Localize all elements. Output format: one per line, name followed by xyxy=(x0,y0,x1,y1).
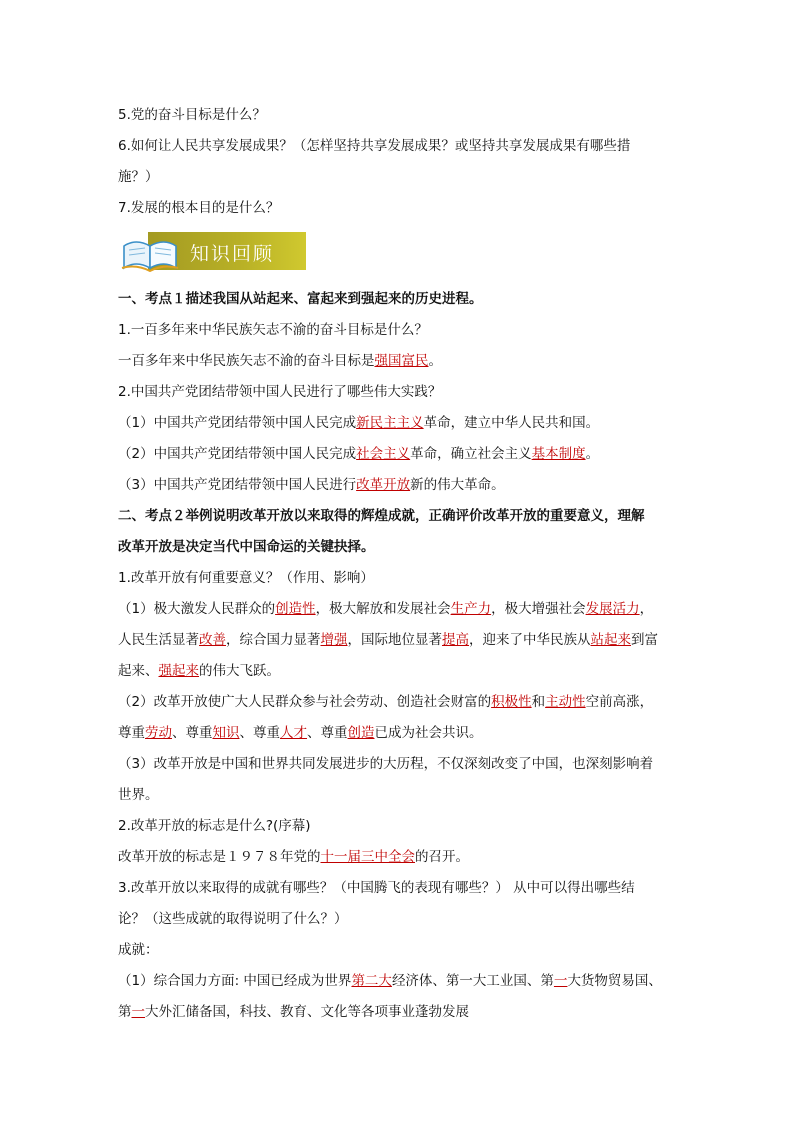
question-6-cont: 施？） xyxy=(118,169,159,185)
text-run: （1）极大激发人民群众的 xyxy=(118,601,276,617)
text-run: 、尊重 xyxy=(172,725,213,741)
achievements-label: 成就： xyxy=(118,942,159,958)
text-run: 、尊重 xyxy=(307,725,348,741)
question-6: 6.如何让人民共享发展成果？（怎样坚持共享发展成果？或坚持共享发展成果有哪些措 xyxy=(118,138,631,154)
section2-s2 xyxy=(118,625,678,656)
section2-q1: 1.改革开放有何重要意义？（作用、影响） xyxy=(118,570,374,586)
text-run: ，极大增强社会 xyxy=(491,601,586,617)
key-term: 劳动 xyxy=(145,725,172,741)
section2-q2: 2.改革开放的标志是什么?(序幕) xyxy=(118,818,311,834)
section2-heading-line2: 改革开放是决定当代中国命运的关键抉择。 xyxy=(118,539,375,555)
text-run: （2）改革开放使广大人民群众参与社会劳动、创造社会财富的 xyxy=(118,694,492,710)
key-term: 增强 xyxy=(320,632,348,648)
text-run: 已成为社会共识。 xyxy=(374,725,483,741)
question-7: 7.发展的根本目的是什么？ xyxy=(118,200,280,216)
question-5: 5.党的奋斗目标是什么？ xyxy=(118,107,266,123)
text-run: （1）综合国力方面: 中国已经成为世界 xyxy=(118,973,352,989)
text-run: 大外汇储备国，科技、教育、文化等各项事业蓬勃发展 xyxy=(145,1004,469,1020)
banner-title: 知识回顾 xyxy=(190,243,275,265)
text-run: 第 xyxy=(118,1004,132,1020)
text-run: 起来、 xyxy=(118,663,159,679)
section2-heading-line1: 二、考点２举例说明改革开放以来取得的辉煌成就，正确评价改革开放的重要意义，理解 xyxy=(118,508,645,524)
section1-p1: （1）中国共产党团结带领中国人民完成新民主主义革命，建立中华人民共和国。 xyxy=(118,415,600,431)
section1-p3: （3）中国共产党团结带领中国人民进行改革开放新的伟大革命。 xyxy=(118,477,505,493)
document-page xyxy=(118,100,678,1028)
key-term: 改革开放 xyxy=(356,477,411,493)
knowledge-review-banner xyxy=(120,230,306,274)
key-term: 积极性 xyxy=(491,694,532,710)
section2-s1 xyxy=(118,594,678,625)
section2-q3-line1: 3.改革开放以来取得的成就有哪些？（中国腾飞的表现有哪些？） 从中可以得出哪些结 xyxy=(118,880,635,896)
key-term: 强国富民 xyxy=(374,353,429,369)
section1-heading: 一、考点１描述我国从站起来、富起来到强起来的历史进程。 xyxy=(118,291,483,307)
text-run: ， xyxy=(639,601,654,617)
text-run: ，极大解放和发展社会 xyxy=(315,601,451,617)
key-term: 人才 xyxy=(280,725,307,741)
key-term: 第二大 xyxy=(351,973,392,989)
key-term: 改善 xyxy=(199,632,226,648)
key-term: 强起来 xyxy=(158,663,199,679)
text-run: 、尊重 xyxy=(239,725,280,741)
section1-q2: 2.中国共产党团结带领中国人民进行了哪些伟大实践？ xyxy=(118,384,442,400)
text-run: 大货物贸易国、 xyxy=(567,973,662,989)
text-run: 到富 xyxy=(631,632,658,648)
text-run: 和 xyxy=(531,694,546,710)
achievement-c1 xyxy=(118,966,678,997)
key-term: 创造性 xyxy=(275,601,316,617)
key-term: 一 xyxy=(553,973,568,989)
key-term: 基本制度 xyxy=(531,446,586,462)
text-run: ，综合国力显著 xyxy=(226,632,321,648)
key-term: 知识 xyxy=(212,725,240,741)
key-term: 创造 xyxy=(347,725,375,741)
open-book-icon xyxy=(120,234,180,272)
achievement-c2 xyxy=(118,997,678,1028)
key-term: 社会主义 xyxy=(356,446,411,462)
text-run: 经济体、第一大工业国、第 xyxy=(391,973,554,989)
key-term: 发展活力 xyxy=(585,601,640,617)
key-term: 提高 xyxy=(442,632,469,648)
key-term: 主动性 xyxy=(545,694,586,710)
section1-a1: 一百多年来中华民族矢志不渝的奋斗目标是强国富民。 xyxy=(118,353,442,369)
text-run: ，国际地位显著 xyxy=(347,632,442,648)
text-run: 人民生活显著 xyxy=(118,632,199,648)
section2-q3-line2: 论？（这些成就的取得说明了什么？） xyxy=(118,911,348,927)
section2-s7: 世界。 xyxy=(118,787,159,803)
key-term: 站起来 xyxy=(590,632,631,648)
key-term: 一 xyxy=(131,1004,145,1020)
section2-s3 xyxy=(118,656,678,687)
text-run: 的伟大飞跃。 xyxy=(199,663,280,679)
section2-s6: （3）改革开放是中国和世界共同发展进步的大历程，不仅深刻改变了中国，也深刻影响着 xyxy=(118,756,654,772)
section2-a2: 改革开放的标志是１９７８年党的十一届三中全会的召开。 xyxy=(118,849,469,865)
section2-s5 xyxy=(118,718,678,749)
section1-q1: 1.一百多年来中华民族矢志不渝的奋斗目标是什么？ xyxy=(118,322,428,338)
text-run: 空前高涨， xyxy=(585,694,654,710)
key-term: 新民主主义 xyxy=(356,415,424,431)
key-term: 生产力 xyxy=(450,601,492,617)
key-term: 十一届三中全会 xyxy=(320,849,415,865)
section2-s4 xyxy=(118,687,678,718)
text-run: 尊重 xyxy=(118,725,145,741)
text-run: ，迎来了中华民族从 xyxy=(469,632,591,648)
section1-p2: （2）中国共产党团结带领中国人民完成社会主义革命，确立社会主义基本制度。 xyxy=(118,446,600,462)
